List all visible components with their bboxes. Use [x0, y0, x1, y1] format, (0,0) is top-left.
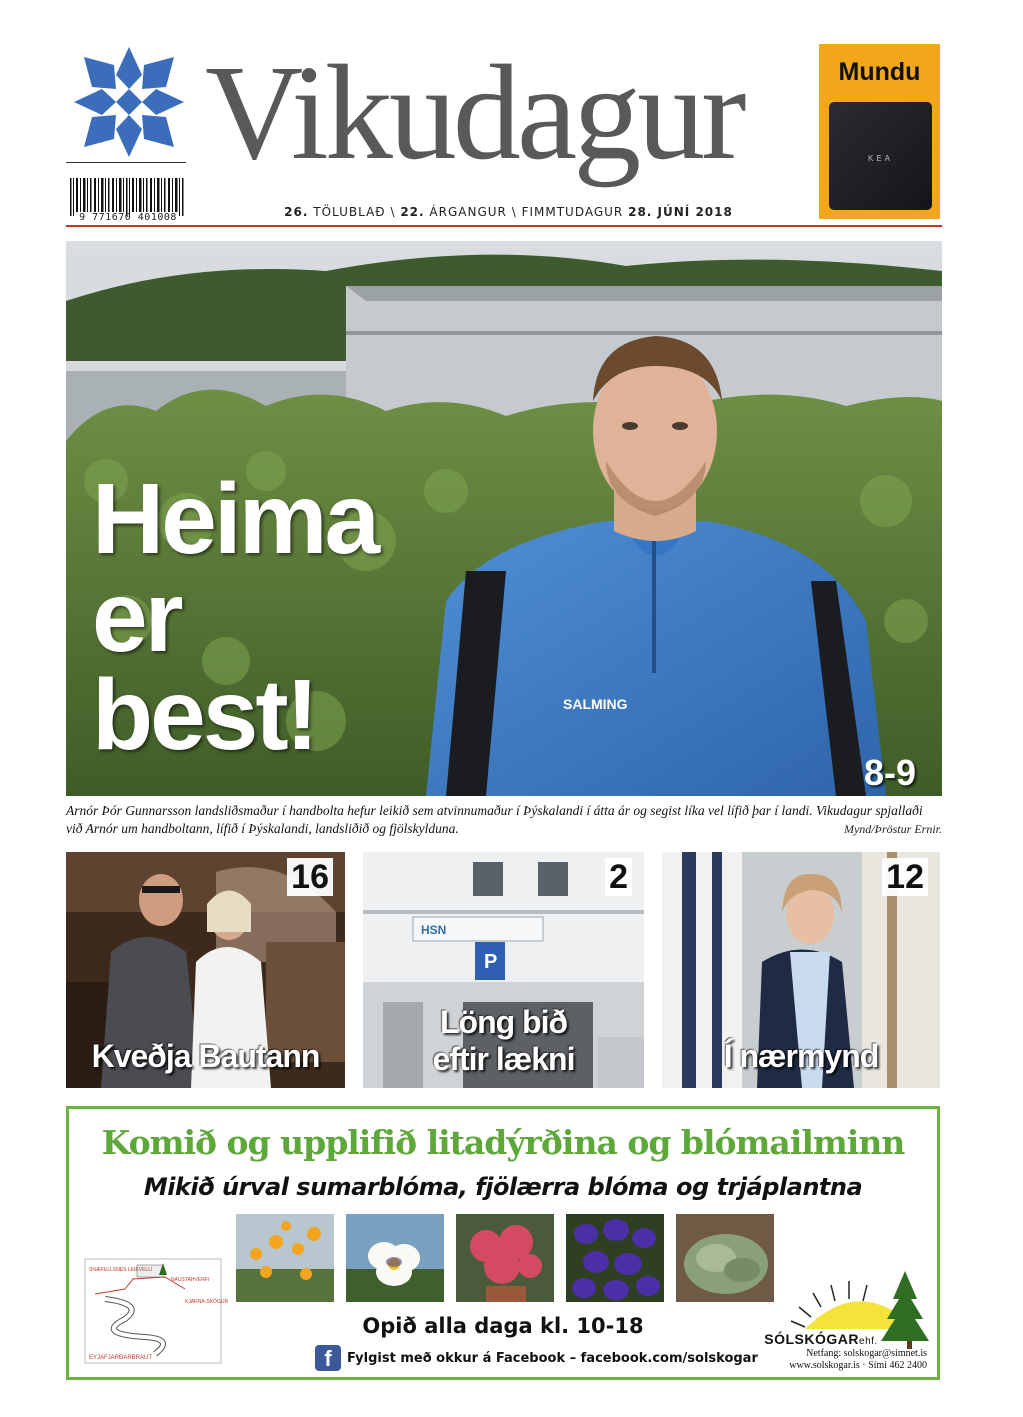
company-name-main: SÓLSKÓGAR [764, 1331, 860, 1347]
headline-line: Heima [92, 463, 378, 575]
issue-line [256, 205, 761, 219]
advert-subline: Mikið úrval sumarblóma, fjölærra blóma og trjáplantna [143, 1173, 863, 1201]
teaser-page-number: 2 [605, 858, 632, 896]
teaser-card-bautann[interactable] [66, 852, 345, 1088]
advert-label: Mundu [838, 58, 921, 86]
headline-line: er [92, 561, 181, 673]
teaser-title [363, 1004, 644, 1078]
volume-label: ÁRGANGUR [429, 205, 507, 219]
green-shrub-photo [676, 1214, 774, 1302]
white-pansies-photo [346, 1214, 444, 1302]
map-label: EYJAFJARÐARBRAUT [89, 1355, 153, 1361]
purple-pansies-photo [566, 1214, 664, 1302]
newspaper-title: Vikudagur [205, 38, 743, 188]
hsn-sign: HSN [421, 923, 447, 937]
headline-line: best! [92, 659, 316, 771]
shirt-logo: SALMING [563, 696, 628, 712]
teaser-title [66, 1038, 345, 1075]
newspaper-logo-star [72, 45, 186, 159]
pink-hydrangea-photo [456, 1214, 554, 1302]
weekday: FIMMTUDAGUR [521, 205, 624, 219]
company-suffix: ehf. [859, 1336, 878, 1347]
teaser-title-line: Löng bið [439, 1004, 568, 1040]
photo-credit: Mynd/Þröstur Ernir. [843, 822, 942, 836]
masthead-rule [66, 225, 942, 227]
volume-number: 22. [400, 205, 425, 219]
lead-page-reference[interactable]: 8-9 [864, 752, 917, 793]
teaser-card-laeknir[interactable] [363, 852, 644, 1088]
teaser-title-line: Í nærmynd [723, 1038, 879, 1074]
lead-headline [92, 463, 378, 771]
web-line[interactable]: www.solskogar.is · Sími 462 2400 [789, 1360, 927, 1371]
card-brand: KEA [867, 154, 893, 163]
parking-sign: P [484, 951, 498, 973]
email-line[interactable]: Netfang: solskogar@simnet.is [806, 1348, 927, 1359]
barcode-number: 9 771670 401008 [79, 212, 177, 223]
separator: \ [511, 205, 517, 219]
teaser-title-line: Kveðja Bautann [91, 1038, 320, 1074]
orange-flowers-photo [236, 1214, 334, 1302]
advert-headline: Komið og upplifið litadýrðina og blómailminn [101, 1123, 905, 1162]
logo-rule [66, 162, 186, 163]
teaser-page-number: 12 [882, 858, 928, 896]
opening-hours: Opið alla daga kl. 10-18 [362, 1314, 644, 1338]
lead-caption: Arnór Þór Gunnarsson landsliðsmaður í handbolta hefur leikið sem atvinnumaður í Þýskalandi í átta ár og segist líka vel lífið þar í landi. Vikudagur spjallaði við Arnór um handboltann, lífið í Þýskalandi, landsliðið og fjölskylduna. [66, 803, 923, 836]
map-label: SNÆFELLSNES LEIKVELLI [89, 1267, 153, 1273]
separator: \ [390, 205, 396, 219]
teaser-card-naermynd[interactable] [662, 852, 940, 1088]
location-map [85, 1259, 229, 1363]
issue-number: 26. [284, 205, 309, 219]
kea-card-image [829, 102, 932, 210]
facebook-line[interactable] [315, 1345, 758, 1371]
map-label: KJARNA-SKÓGUR [185, 1299, 229, 1305]
issue-date: 28. JÚNÍ 2018 [628, 205, 733, 219]
map-label: NAUSTAHVERFI [171, 1277, 210, 1283]
teaser-title [662, 1038, 940, 1075]
facebook-icon[interactable]: f [315, 1345, 341, 1371]
teaser-title-line: eftir lækni [432, 1041, 575, 1077]
issue-label: TÖLUBLAÐ [313, 205, 386, 219]
solskogar-advert[interactable] [66, 1106, 940, 1380]
teaser-page-number: 16 [287, 858, 333, 896]
top-advert[interactable] [819, 44, 940, 219]
facebook-text[interactable]: Fylgist með okkur á Facebook – facebook.com/solskogar [347, 1350, 758, 1366]
